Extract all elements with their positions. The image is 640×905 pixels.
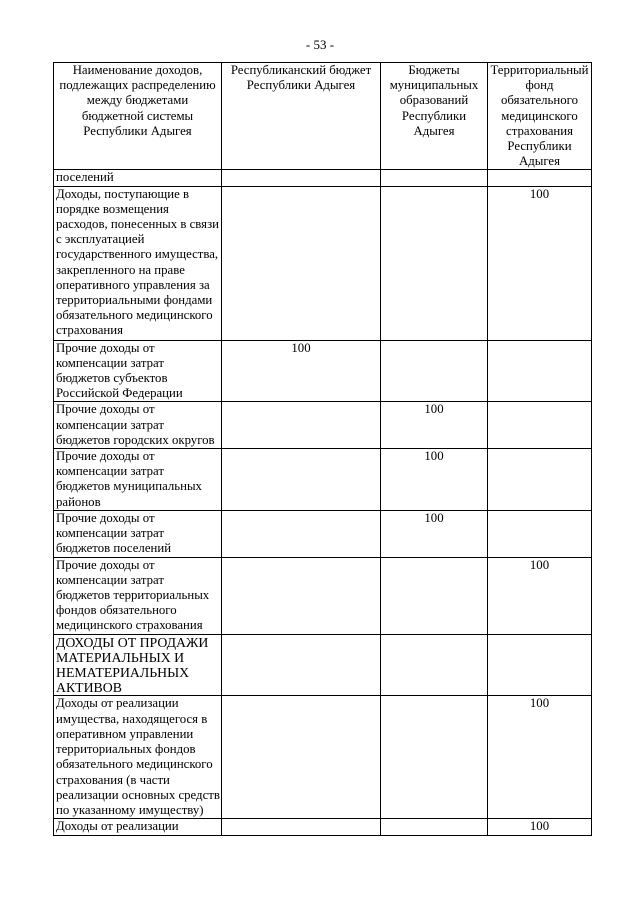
republican-value-cell xyxy=(222,186,381,340)
republican-value-cell xyxy=(222,634,381,696)
section-heading-cell: ДОХОДЫ ОТ ПРОДАЖИ МАТЕРИАЛЬНЫХ И НЕМАТЕРИАЛЬНЫХ АКТИВОВ xyxy=(54,634,222,696)
tfoms-value-cell xyxy=(488,402,592,449)
header-revenue-name: Наименование доходов, подлежащих распределению между бюджетами бюджетной системы Республики Адыгея xyxy=(54,63,222,170)
tfoms-value-cell xyxy=(488,170,592,186)
tfoms-value-cell: 100 xyxy=(488,557,592,634)
municipal-value-cell: 100 xyxy=(381,511,488,558)
tfoms-value-cell xyxy=(488,340,592,402)
republican-value-cell xyxy=(222,819,381,835)
tfoms-value-cell: 100 xyxy=(488,819,592,835)
tfoms-value-cell xyxy=(488,634,592,696)
table-row xyxy=(54,170,592,186)
header-municipal-budgets: Бюджеты муниципальных образований Республики Адыгея xyxy=(381,63,488,170)
row-name-cell: Прочие доходы от компенсации затрат бюджетов территориальных фондов обязательного медицинского страхования xyxy=(54,557,222,634)
municipal-value-cell: 100 xyxy=(381,449,488,511)
row-name-cell: Доходы, поступающие в порядке возмещения расходов, понесенных в связи с эксплуатацией государственного имущества, закрепленного на праве оперативного управления за территориальными фондами обязательного медицинского страхования xyxy=(54,186,222,340)
municipal-value-cell xyxy=(381,170,488,186)
republican-value-cell xyxy=(222,557,381,634)
republican-value-cell xyxy=(222,696,381,819)
header-republican-budget: Республиканский бюджет Республики Адыгея xyxy=(222,63,381,170)
row-name-cell: Прочие доходы от компенсации затрат бюджетов городских округов xyxy=(54,402,222,449)
republican-value-cell xyxy=(222,449,381,511)
municipal-value-cell xyxy=(381,696,488,819)
republican-value-cell xyxy=(222,402,381,449)
table-row xyxy=(54,402,592,449)
republican-value-cell xyxy=(222,170,381,186)
page-number: - 53 - xyxy=(305,37,335,52)
tfoms-value-cell: 100 xyxy=(488,186,592,340)
municipal-value-cell: 100 xyxy=(381,402,488,449)
table-row xyxy=(54,340,592,402)
row-name-cell: Доходы от реализации xyxy=(54,819,222,835)
table-row xyxy=(54,449,592,511)
municipal-value-cell xyxy=(381,634,488,696)
row-name-cell: поселений xyxy=(54,170,222,186)
tfoms-value-cell: 100 xyxy=(488,696,592,819)
republican-value-cell: 100 xyxy=(222,340,381,402)
municipal-value-cell xyxy=(381,340,488,402)
table-row xyxy=(54,511,592,558)
tfoms-value-cell xyxy=(488,511,592,558)
revenue-distribution-table xyxy=(53,62,592,836)
table-row xyxy=(54,696,592,819)
table-row xyxy=(54,186,592,340)
header-territorial-fund: Территориальный фонд обязательного медицинского страхования Республики Адыгея xyxy=(488,63,592,170)
table-row xyxy=(54,819,592,835)
row-name-cell: Прочие доходы от компенсации затрат бюджетов субъектов Российской Федерации xyxy=(54,340,222,402)
municipal-value-cell xyxy=(381,186,488,340)
table-section-heading-row xyxy=(54,634,592,696)
republican-value-cell xyxy=(222,511,381,558)
municipal-value-cell xyxy=(381,819,488,835)
table-header-row xyxy=(54,63,592,170)
row-name-cell: Прочие доходы от компенсации затрат бюджетов муниципальных районов xyxy=(54,449,222,511)
municipal-value-cell xyxy=(381,557,488,634)
row-name-cell: Доходы от реализации имущества, находящегося в оперативном управлении территориальных фондов обязательного медицинского страхования (в части реализации основных средств по указанному имуществу) xyxy=(54,696,222,819)
row-name-cell: Прочие доходы от компенсации затрат бюджетов поселений xyxy=(54,511,222,558)
tfoms-value-cell xyxy=(488,449,592,511)
table-row xyxy=(54,557,592,634)
